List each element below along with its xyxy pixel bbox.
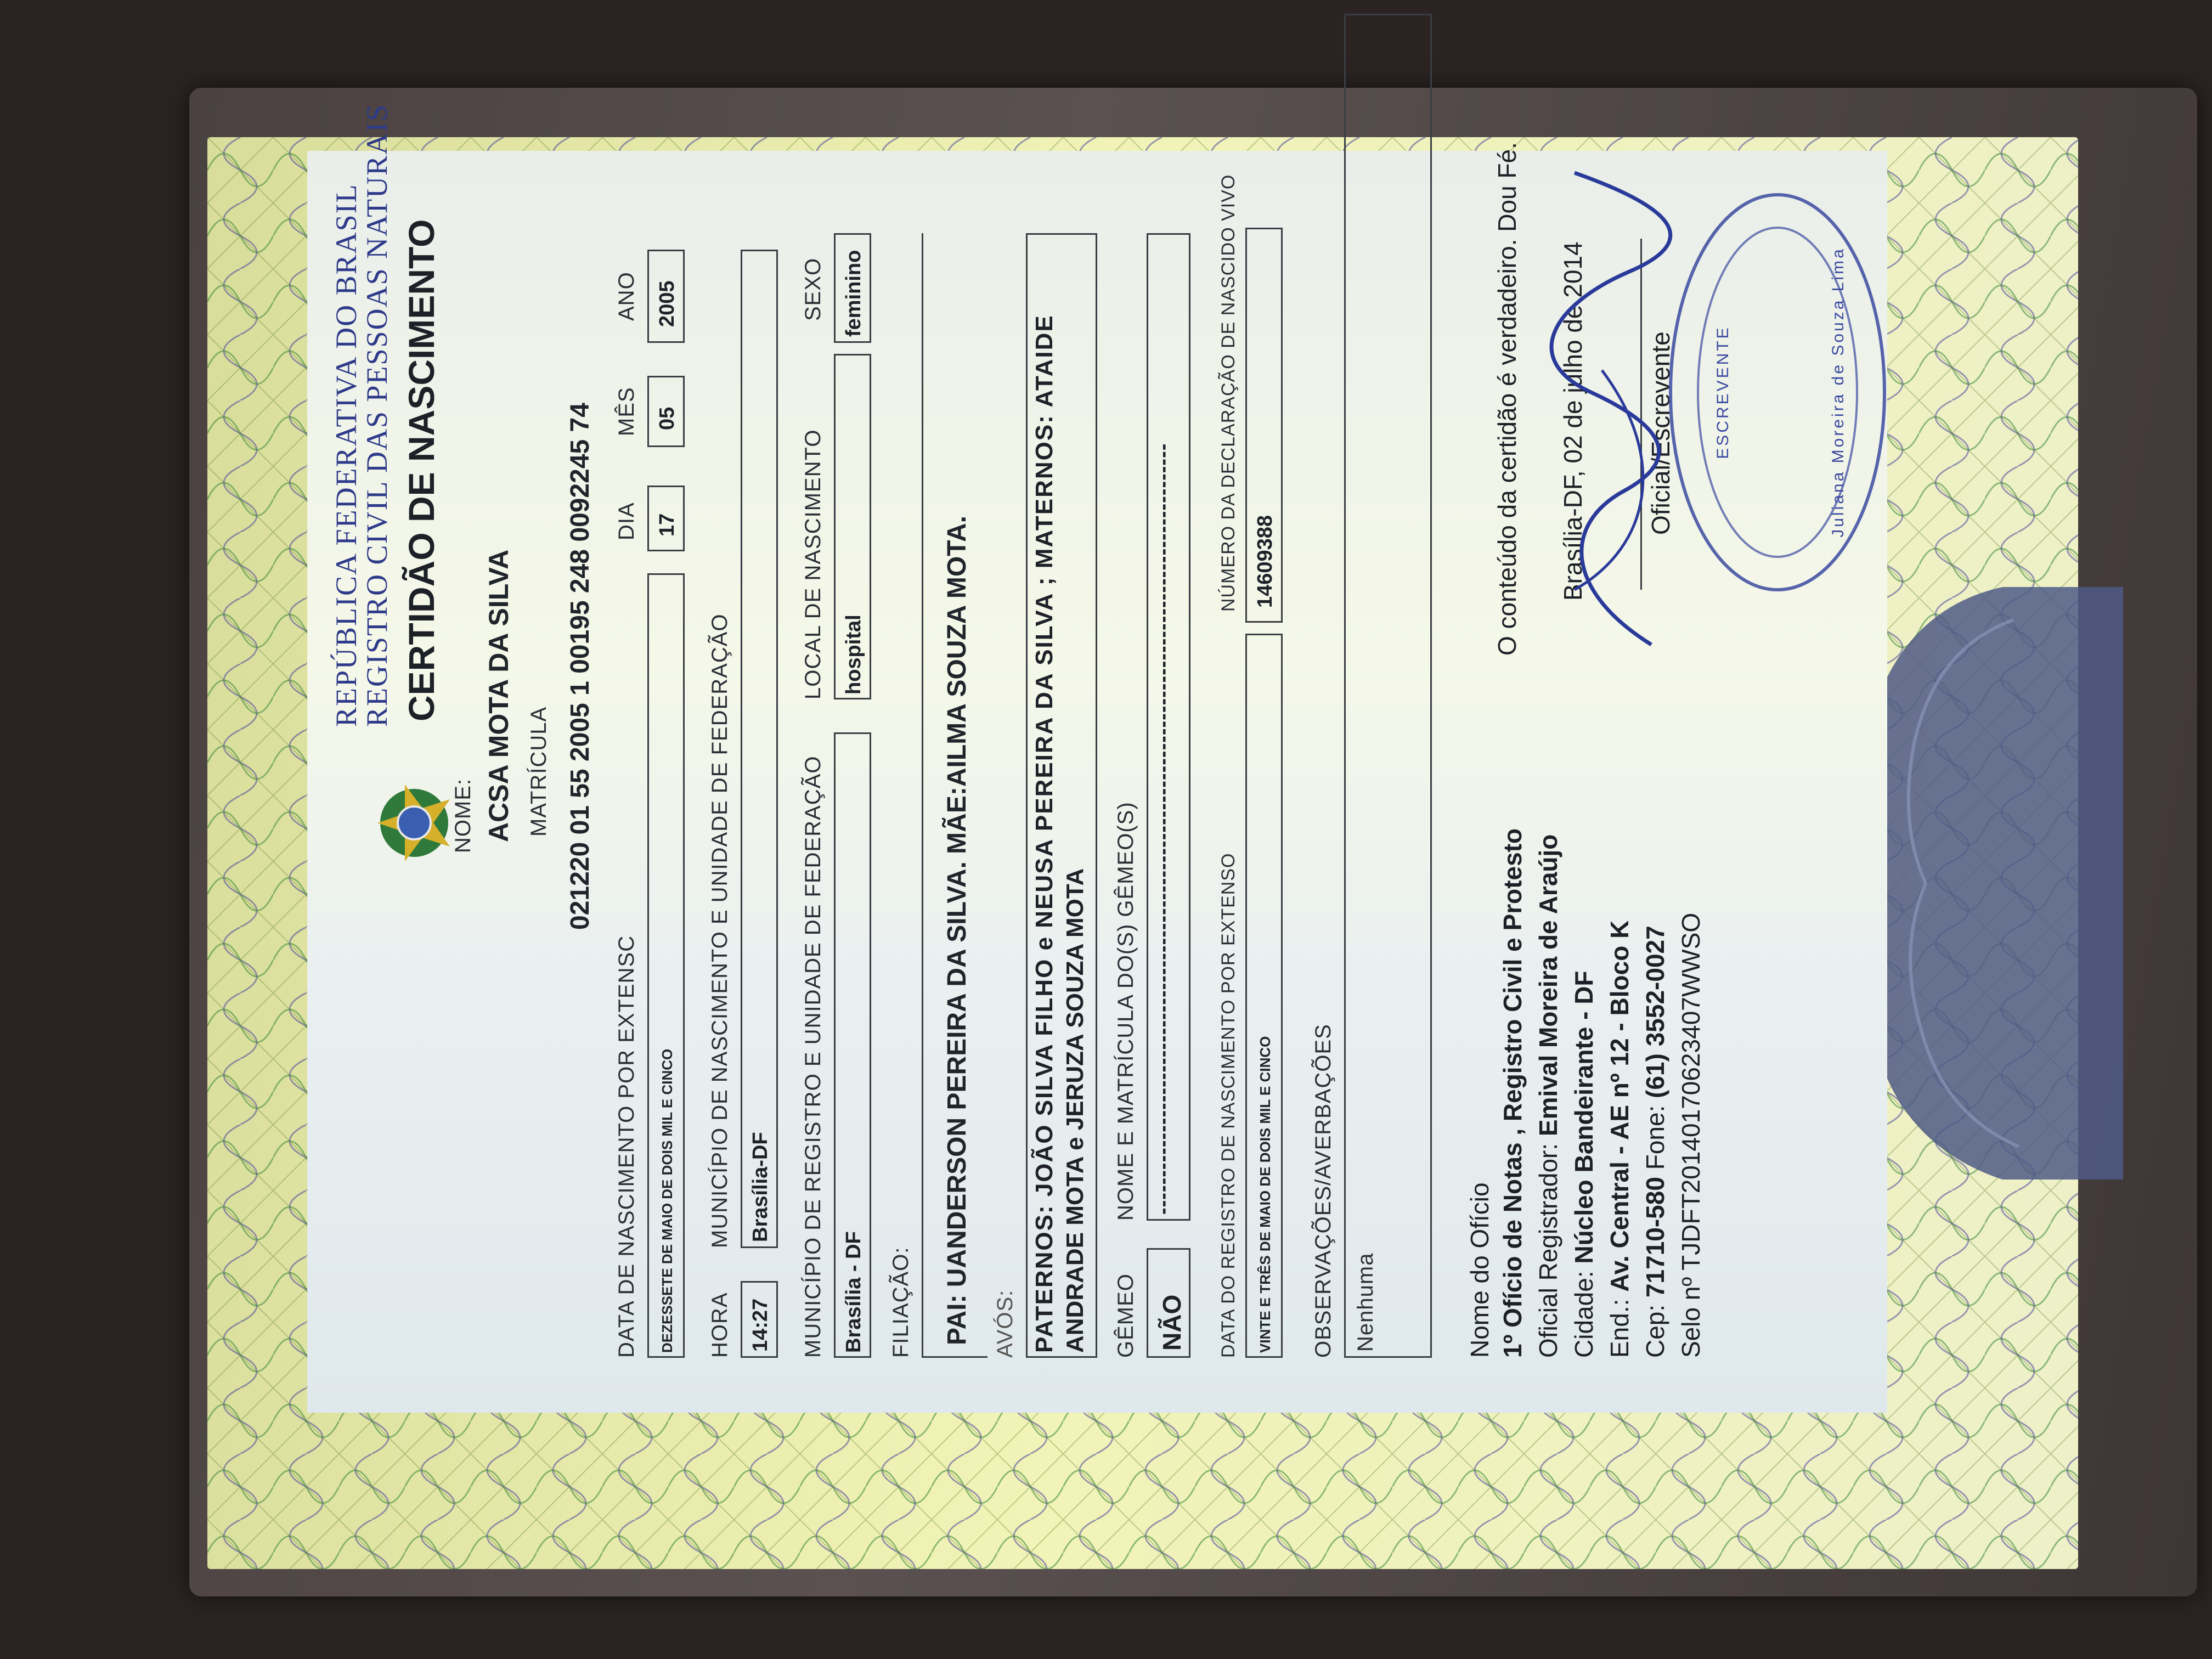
matricula-label: MATRÍCULA [527,706,551,837]
header-republic: REPÚBLICA FEDERATIVA DO BRASIL [330,183,363,727]
filiacao-box [922,233,988,1358]
avos-line1: PATERNOS: JOÃO SILVA FILHO e NEUSA PEREIRA DA SILVA ; MATERNOS: ATAIDE [1031,314,1058,1353]
mes-box [647,376,685,447]
ano-box [647,250,685,343]
oficio-selo-line [1676,913,1706,1358]
document-title: CERTIDÃO DE NASCIMENTO [401,219,442,721]
mes-value: 05 [656,407,679,430]
gemeo-label: GÊMEO [1114,1273,1138,1358]
gemeo-nome-label: NOME E MATRÍCULA DO(S) GÊMEO(S) [1114,802,1138,1221]
stamp-role-text: ESCREVENTE [1714,325,1732,459]
birth-certificate [307,103,1887,1413]
local-nascimento-box [834,354,871,699]
cep-value: 71710-580 [1641,1177,1669,1298]
observacoes-value: Nenhuma [1353,1252,1378,1352]
observacoes-label: OBSERVAÇÕES/AVERBAÇÕES [1311,1024,1335,1358]
oficio-cep-line [1640,926,1670,1358]
sexo-label: SEXO [801,257,825,321]
stamp-name-text: Juliana Moreira de Souza Lima [1829,247,1847,538]
local-nascimento-value: hospital [842,614,865,695]
municipio-nascimento-value: Brasília-DF [749,1132,772,1242]
nome-label: NOME: [451,778,475,853]
signature-label: Oficial/Escrevente [1646,331,1675,535]
avos-label: AVÓS: [993,1289,1017,1358]
local-nascimento-label: LOCAL DE NASCIMENTO [801,429,825,699]
declaracao-label: NÚMERO DA DECLARAÇÃO DE NASCIDO VIVO [1218,174,1239,612]
filiacao-value: PAI: UANDERSON PEREIRA DA SILVA. MÃE:AILMA SOUZA MOTA. [943,516,972,1345]
dia-value: 17 [656,513,679,537]
dia-box [647,486,685,551]
cidade-label: Cidade: [1570,1271,1598,1358]
oficio-cidade-line [1569,970,1599,1358]
oficio-endereco-line [1605,921,1634,1358]
cep-label: Cep: [1641,1304,1669,1358]
fone-value: (61) 3552-0027 [1641,926,1669,1098]
matricula-value: 021220 01 55 2005 1 00195 248 0092245 74 [566,403,595,930]
official-stamp [1662,184,1893,601]
attestation-text: O conteúdo da certidão é verdadeiro. Dou Fé. [1493,142,1521,656]
hora-label: HORA [708,1292,732,1358]
gemeo-nome-value: ------------------------------------------------------------------------------------------------------- [1152,443,1175,1215]
municipio-registro-label: MUNICÍPIO DE REGISTRO E UNIDADE DE FEDERAÇÃO [801,755,825,1358]
oficial-value: Emival Moreira de Araújo [1534,834,1562,1137]
hora-box [741,1281,778,1358]
municipio-registro-box [834,732,871,1358]
municipio-registro-value: Brasília - DF [842,1231,865,1353]
selo-value: TJDFT20140170623407WWSO [1677,912,1705,1271]
data-registro-value: VINTE E TRÊS DE MAIO DE DOIS MIL E CINCO [1257,1036,1273,1353]
oficio-nome-label: Nome do Ofício [1465,1182,1494,1358]
municipio-nascimento-label: MUNICÍPIO DE NASCIMENTO E UNIDADE DE FEDERAÇÃO [708,613,732,1248]
data-nascimento-box [647,573,685,1358]
oficial-label: Oficial Registrador: [1534,1143,1562,1358]
gemeo-nome-box [1147,233,1190,1221]
oficio-oficial-line [1533,834,1563,1358]
hora-value: 14:27 [749,1298,772,1352]
header-registry: REGISTRO CIVIL DAS PESSOAS NATURAIS [360,103,393,727]
oficio-nome-value: 1º Ofício de Notas , Registro Civil e Protesto [1498,828,1527,1358]
end-label: End.: [1605,1299,1634,1358]
end-value: Av. Central - AE nº 12 - Bloco K [1605,920,1634,1292]
ano-label: ANO [614,272,639,321]
sexo-value: feminino [842,250,865,337]
data-registro-label: DATA DO REGISTRO DE NASCIMENTO POR EXTENSO [1218,853,1239,1358]
filiacao-label: FILIAÇÃO: [889,1246,913,1358]
municipio-nascimento-box [741,250,778,1248]
gemeo-value: NÃO [1158,1294,1186,1351]
observacoes-box [1344,14,1432,1358]
brazil-coat-of-arms-icon [373,782,455,864]
ano-value: 2005 [656,280,679,327]
data-nascimento-label: DATA DE NASCIMENTO POR EXTENSC [614,935,639,1358]
mes-label: MÊS [614,387,639,436]
gemeo-box [1147,1248,1190,1358]
declaracao-value: 14609388 [1254,515,1277,608]
data-nascimento-value: DEZESSETE DE MAIO DE DOIS MIL E CINCO [659,1048,675,1353]
cidade-value: Núcleo Bandeirante - DF [1570,970,1598,1264]
avos-line2: ANDRADE MOTA e JERUZA SOUZA MOTA [1062,868,1088,1353]
data-registro-box [1245,634,1283,1358]
fone-label: Fone: [1641,1105,1669,1170]
sexo-box [834,233,871,343]
nome-value: ACSA MOTA DA SILVA [483,549,514,842]
selo-label: Selo nº [1677,1277,1705,1358]
avos-box [1026,233,1097,1358]
attestation-place-date: Brasília-DF, 02 de julho de 2014 [1559,241,1587,601]
dia-label: DIA [614,502,639,540]
declaracao-box [1245,228,1283,623]
